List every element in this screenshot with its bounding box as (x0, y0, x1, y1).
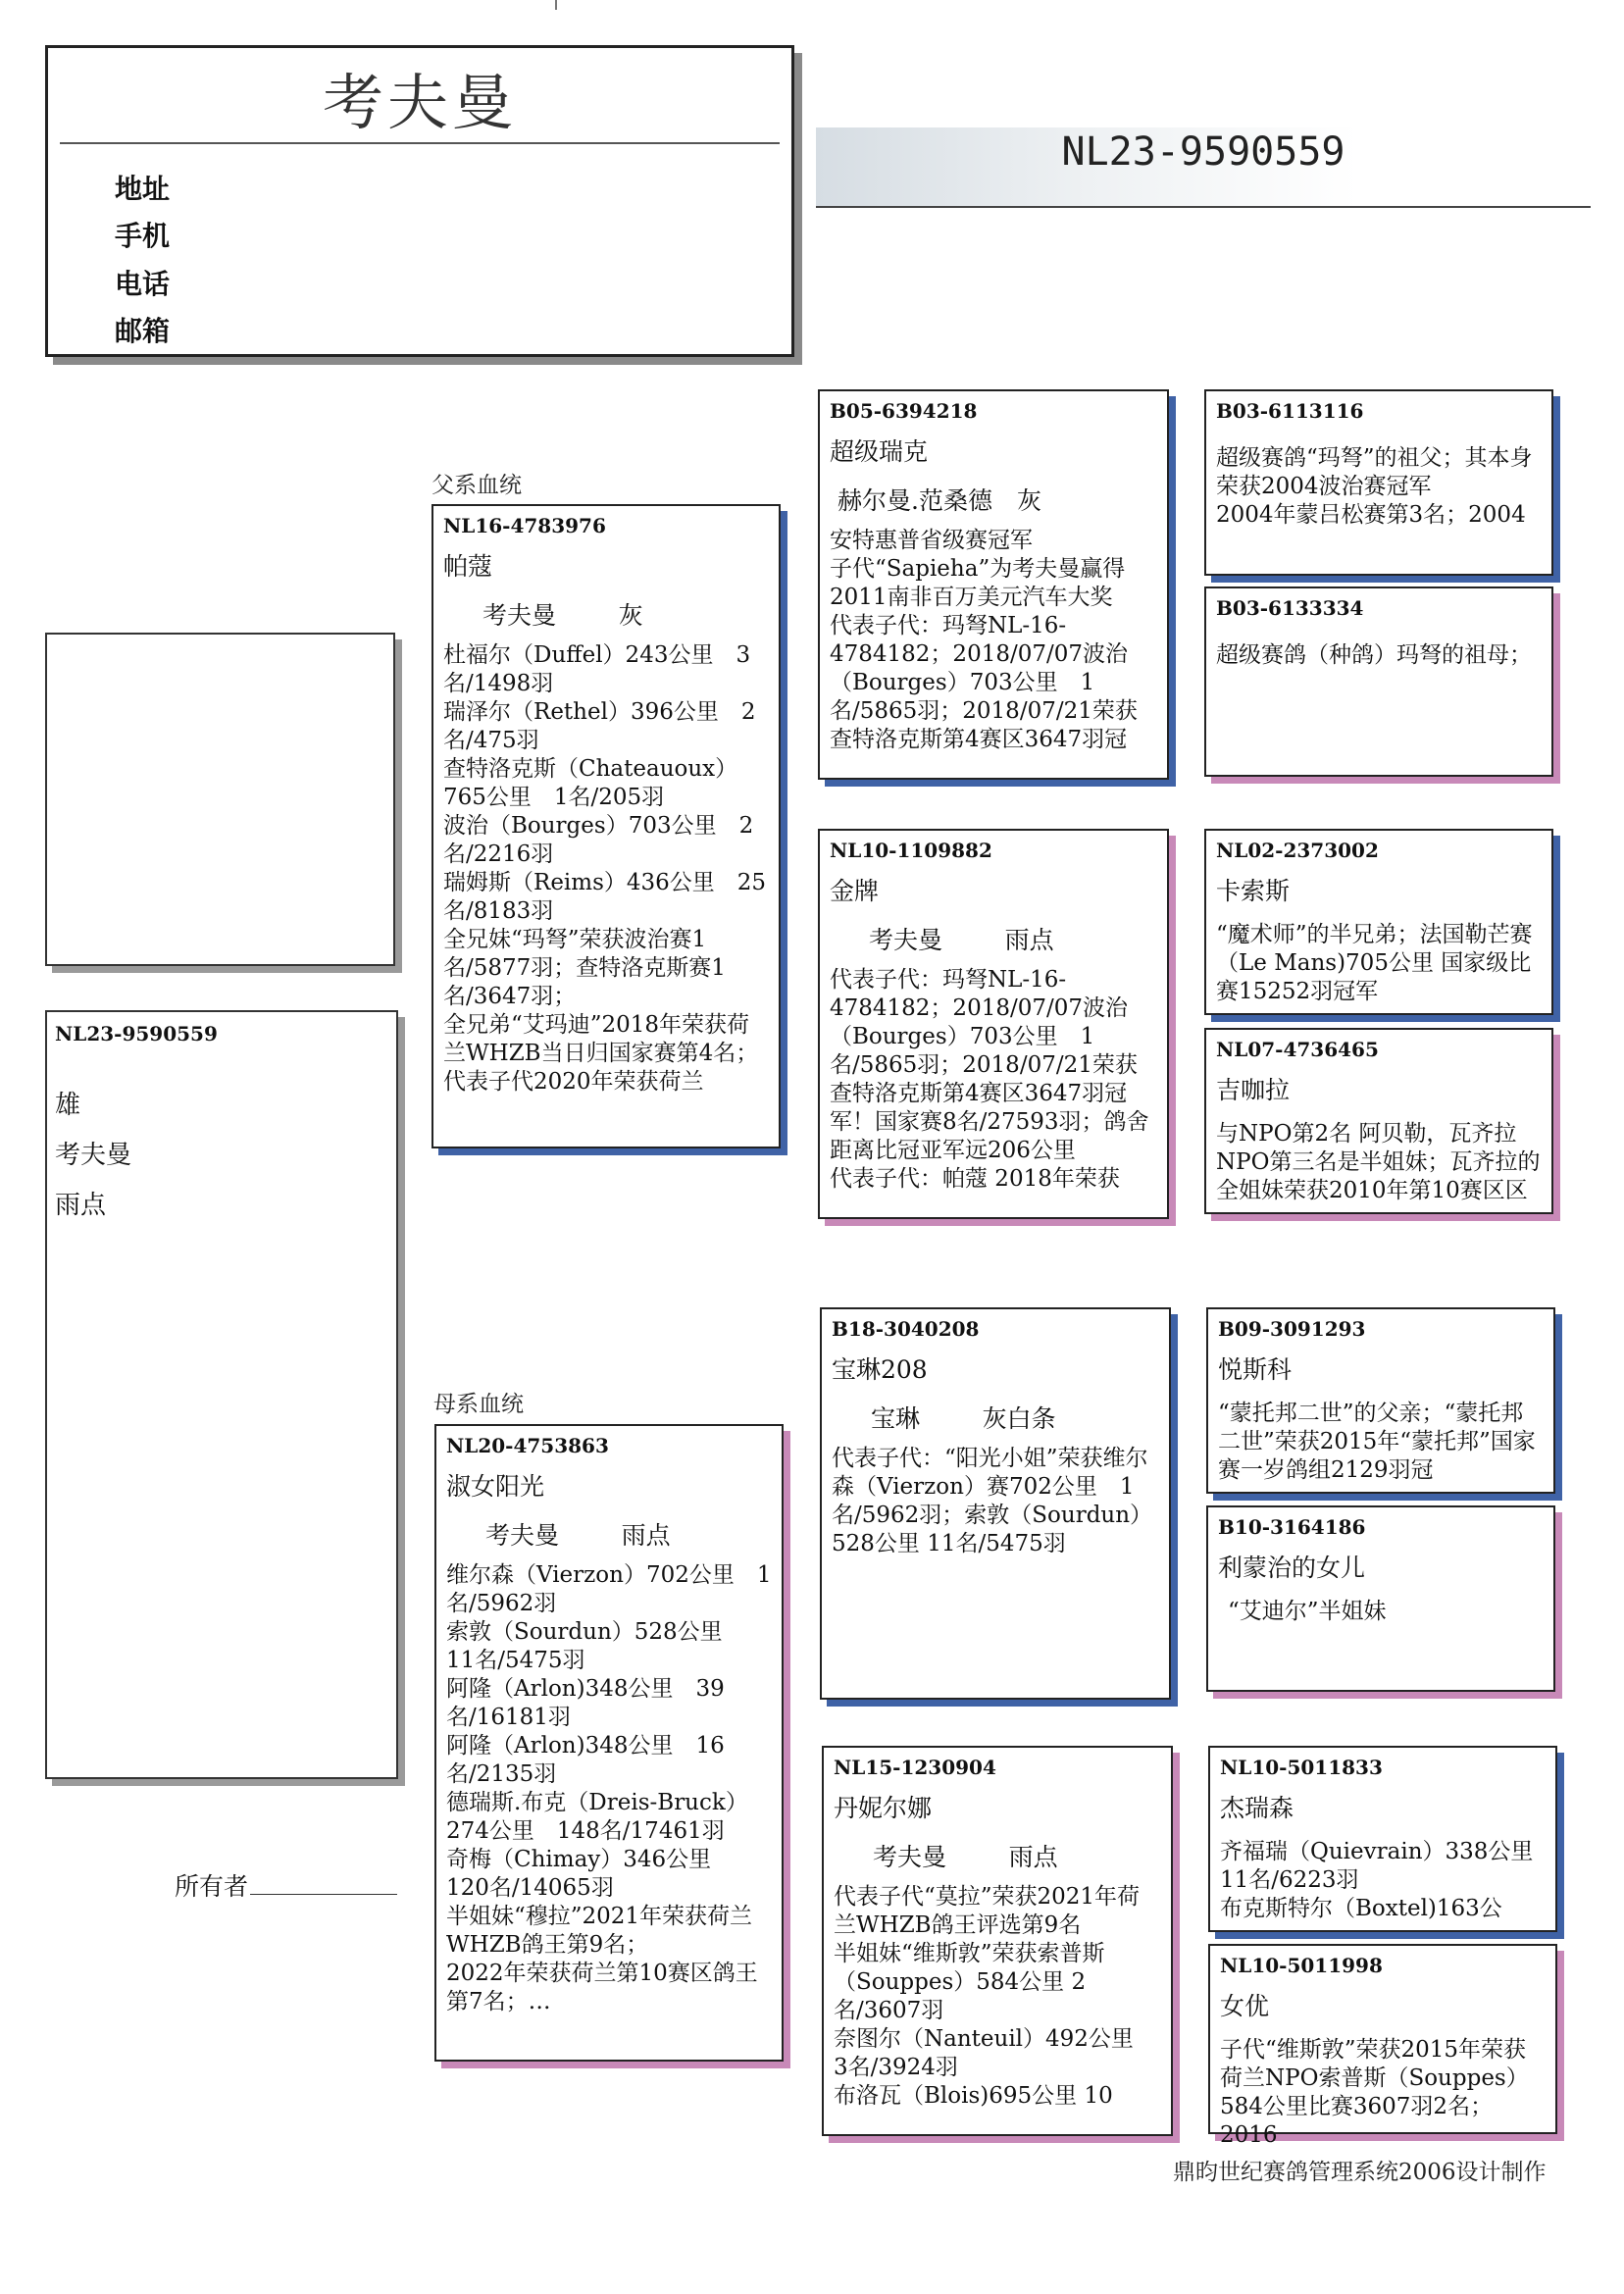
sire-card (431, 504, 781, 1148)
sds-card (1204, 829, 1553, 1015)
card-ring: B18-3040208 (832, 1317, 980, 1341)
card-breeder-color: 宝琳 灰白条 (871, 1404, 1056, 1433)
card-name: 金牌 (830, 877, 880, 905)
sire-dam-card (818, 829, 1169, 1219)
self-card (45, 1010, 398, 1779)
card-ring: B05-6394218 (830, 399, 978, 423)
card-name: 丹妮尔娜 (834, 1794, 933, 1822)
card-ring: B10-3164186 (1218, 1515, 1366, 1539)
card-description: 安特惠普省级赛冠军 子代“Sapieha”为考夫曼赢得2011南非百万美元汽车大奖 代表子代：玛弩NL-16-4784182；2018/07/07波治（Bourges）703公里 1名/5865羽；2018/07/21荣获查特洛克斯第4赛区3647羽冠 (830, 528, 1138, 752)
sire-line-label: 父系血统 (431, 473, 522, 498)
card-description: “魔术师”的半兄弟；法国勒芒赛（Le Mans)705公里 国家级比赛15252羽冠军 (1216, 922, 1533, 1004)
sss-card (1204, 389, 1553, 576)
card-name: 宝琳208 (832, 1355, 928, 1384)
card-ring: B03-6113116 (1216, 399, 1364, 423)
phone-label: 电话 (115, 268, 171, 300)
owner-signature-line (250, 1894, 397, 1895)
card-ring: NL07-4736465 (1216, 1038, 1379, 1061)
card-name: 卡索斯 (1216, 877, 1291, 905)
email-label: 邮箱 (115, 315, 171, 347)
ddd-card (1208, 1944, 1557, 2148)
card-ring: NL15-1230904 (834, 1756, 996, 1779)
self-sex: 雄 (55, 1091, 81, 1120)
ring-header-underline (816, 206, 1591, 208)
owner-info-box (45, 45, 794, 357)
card-name: 悦斯科 (1218, 1355, 1293, 1384)
dds-card (1208, 1746, 1557, 1932)
card-breeder-color: 考夫曼 雨点 (873, 1843, 1058, 1871)
card-name: 帕蔻 (443, 552, 493, 581)
card-ring: NL16-4783976 (443, 514, 606, 537)
self-color: 雨点 (55, 1191, 107, 1220)
card-description: 代表子代：“阳光小姐”荣获维尔森（Vierzon）赛702公里 1名/5962羽；索敦（Sourdun）528公里 11名/5475羽 (832, 1446, 1153, 1556)
card-ring: NL10-1109882 (830, 839, 992, 862)
card-description: 齐福瑞（Quievrain）338公里 11名/6223羽 布克斯特尔（Boxtel)163公 (1220, 1839, 1534, 1921)
card-description: 与NPO第2名 阿贝勒，瓦齐拉NPO第三名是半姐妹；瓦齐拉的全姐妹荣获2010年第10赛区区 (1216, 1121, 1541, 1203)
card-description: 维尔森（Vierzon）702公里 1名/5962羽 索敦（Sourdun）528公里 11名/5475羽 阿隆（Arlon)348公里 39名/16181羽 阿隆（Arlon)348公里 16名/2135羽 德瑞斯.布克（Dreis-Bruck）274公里 148名/17461羽 奇梅（Chimay）346公里 120名/14065羽 半姐妹“穆拉”2021年荣获荷兰WHZB鸽王第9名； 2022年荣获荷兰第10赛区鸽王第7名；… (446, 1562, 772, 2014)
self-breeder: 考夫曼 (55, 1141, 132, 1170)
dam-sire-card (820, 1307, 1171, 1700)
sdd-card (1204, 1028, 1553, 1214)
card-description: 子代“维斯敦”荣获2015年荣获荷兰NPO索普斯（Souppes）584公里比赛3607羽2名；2016 (1220, 2037, 1529, 2148)
card-description: “艾迪尔”半姐妹 (1228, 1599, 1387, 1624)
dam-dam-card (822, 1746, 1173, 2136)
dam-line-label: 母系血统 (433, 1392, 524, 1417)
card-name: 女优 (1220, 1992, 1270, 2020)
card-name: 淑女阳光 (446, 1472, 545, 1501)
card-ring: NL10-5011833 (1220, 1756, 1383, 1779)
card-description: 杜福尔（Duffel）243公里 3名/1498羽 瑞泽尔（Rethel）396公里 2名/475羽 查特洛克斯（Chateauoux）765公里 1名/205羽 波治（Bourges）703公里 2名/2216羽 瑞姆斯（Reims）436公里 25名/8183羽 全兄妹“玛弩”荣获波治赛1名/5877羽；查特洛克斯赛1名/3647羽； 全兄弟“艾玛迪”2018年荣获荷兰WHZB当日归国家赛第4名；代表子代2020年荣获荷兰 (443, 642, 767, 1095)
card-name: 杰瑞森 (1220, 1794, 1294, 1822)
card-breeder-color: 赫尔曼.范桑德 灰 (837, 486, 1041, 515)
card-description: 代表子代“莫拉”荣获2021年荷兰WHZB鸽王评选第9名 半姐妹“维斯敦”荣获索普斯（Souppes）584公里 2名/3607羽 奈图尔（Nanteuil）492公里 3名/3924羽 布洛瓦（Blois)695公里 10 (834, 1884, 1141, 2109)
card-ring: NL20-4753863 (446, 1434, 609, 1457)
owner-name: 考夫曼 (322, 67, 517, 138)
footer-credit: 鼎昀世纪赛鸽管理系统2006设计制作 (1173, 2160, 1547, 2185)
card-description: 超级赛鸽（种鸽）玛弩的祖母； (1216, 642, 1532, 668)
owner-divider (60, 142, 780, 144)
card-ring: B03-6133334 (1216, 596, 1364, 620)
page-edge-tick (555, 0, 557, 10)
card-ring: B09-3091293 (1218, 1317, 1366, 1341)
card-name: 利蒙治的女儿 (1218, 1554, 1366, 1582)
card-description: 超级赛鸽“玛弩”的祖父；其本身荣获2004波治赛冠军 2004年蒙吕松赛第3名；2004 (1216, 445, 1533, 528)
card-description: “蒙托邦二世”的父亲；“蒙托邦二世”荣获2015年“蒙托邦”国家赛一岁鸽组2129羽冠 (1218, 1401, 1536, 1483)
self-ring: NL23-9590559 (55, 1022, 218, 1045)
pigeon-photo-placeholder (45, 633, 395, 966)
card-name: 超级瑞克 (830, 437, 929, 466)
card-ring: NL02-2373002 (1216, 839, 1379, 862)
card-name: 吉咖拉 (1216, 1076, 1291, 1104)
card-breeder-color: 考夫曼 雨点 (485, 1521, 671, 1550)
ssd-card (1204, 586, 1553, 777)
card-ring: NL10-5011998 (1220, 1954, 1383, 1977)
dss-card (1206, 1307, 1555, 1494)
address-label: 地址 (115, 173, 171, 205)
card-description: 代表子代：玛弩NL-16-4784182；2018/07/07波治（Bourges）703公里 1名/5865羽；2018/07/21荣获查特洛克斯第4赛区3647羽冠军！国家赛8名/27593羽；鸽舍距离比冠亚军远206公里 代表子代：帕蔻 2018年荣获 (830, 967, 1149, 1192)
mobile-label: 手机 (115, 220, 171, 252)
card-breeder-color: 考夫曼 雨点 (869, 926, 1054, 954)
card-breeder-color: 考夫曼 灰 (482, 601, 643, 630)
ring-header: NL23-9590559 (1061, 129, 1345, 175)
sire-sire-card (818, 389, 1169, 780)
owner-signature-label: 所有者 (175, 1872, 249, 1901)
dsd-card (1206, 1505, 1555, 1692)
dam-card (434, 1424, 784, 2062)
